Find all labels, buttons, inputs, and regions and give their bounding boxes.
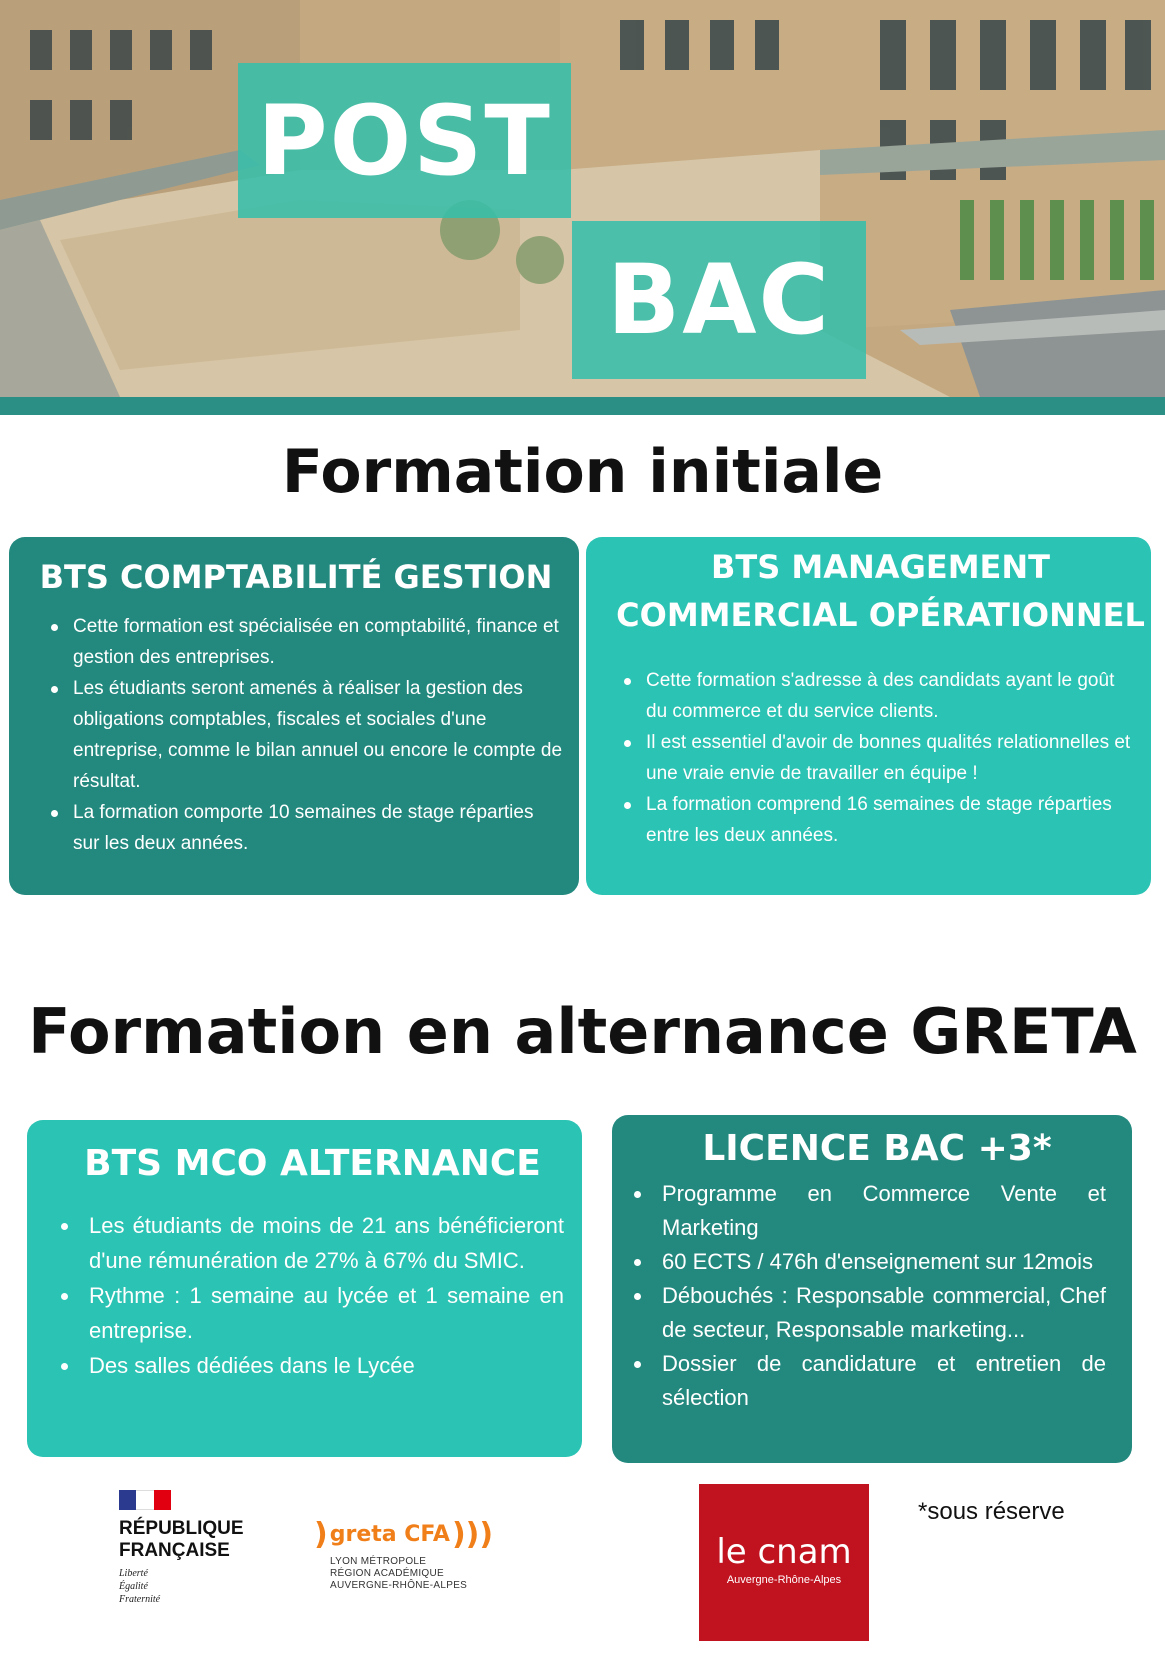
greta-subtitle: [330, 1556, 494, 1592]
republique-line1: RÉPUBLIQUE: [119, 1518, 244, 1539]
card-bts-mco: [586, 537, 1151, 895]
card-licence-bac3: [612, 1115, 1132, 1463]
card-bullet-list: [610, 665, 1151, 851]
republique-line2: FRANÇAISE: [119, 1540, 230, 1561]
list-item: Les étudiants de moins de 21 ans bénéficieront d'une rémunération de 27% à 67% du SMIC.: [89, 1208, 564, 1278]
hero-divider-band: [0, 397, 1165, 415]
footnote-sous-reserve: *sous réserve: [918, 1498, 1065, 1525]
motto-egalite: Égalité: [119, 1581, 148, 1592]
list-item: Les étudiants seront amenés à réaliser la gestion des obligations comptables, fiscales et sociales d'une entreprise, comme le bilan annuel ou encore le compte de résultat.: [73, 673, 563, 797]
card-title: LICENCE BAC +3*: [702, 1128, 1052, 1169]
list-item: Dossier de candidature et entretien de sélection: [662, 1347, 1106, 1415]
list-item: 60 ECTS / 476h d'enseignement sur 12mois: [662, 1245, 1106, 1279]
motto-fraternite: Fraternité: [119, 1594, 161, 1605]
list-item: Cette formation est spécialisée en comptabilité, finance et gestion des entreprises.: [73, 611, 563, 673]
republique-francaise-logo: [119, 1490, 259, 1606]
card-title-line1: BTS MANAGEMENT: [711, 548, 1050, 586]
list-item: Des salles dédiées dans le Lycée: [89, 1348, 564, 1383]
greta-cfa-logo: [314, 1517, 494, 1592]
list-item: Programme en Commerce Vente et Marketing: [662, 1177, 1106, 1245]
section-title-formation-initiale: Formation initiale: [281, 437, 884, 507]
greta-left-brace-icon: ): [314, 1517, 328, 1552]
greta-sub-line3: AUVERGNE-RHÔNE-ALPES: [330, 1580, 468, 1591]
hero-title-bac: BAC: [572, 221, 866, 379]
greta-right-brace-icon: ))): [451, 1517, 494, 1552]
card-title: BTS COMPTABILITÉ GESTION: [39, 558, 553, 596]
greta-word: greta CFA: [329, 1522, 450, 1547]
cnam-region: Auvergne-Rhône-Alpes: [726, 1574, 842, 1586]
republique-motto: [119, 1567, 259, 1606]
hero-title-post: POST: [238, 63, 571, 218]
card-title: BTS MCO ALTERNANCE: [84, 1143, 541, 1184]
section-title-formation-alternance: Formation en alternance GRETA: [28, 995, 1137, 1068]
card-bts-mco-alternance: [27, 1120, 582, 1457]
hero-banner: [0, 0, 1165, 397]
french-flag-icon: [119, 1490, 171, 1510]
list-item: La formation comprend 16 semaines de stage réparties entre les deux années.: [646, 789, 1139, 851]
greta-mark: [314, 1517, 494, 1552]
list-item: Cette formation s'adresse à des candidats ayant le goût du commerce et du service clients.: [646, 665, 1139, 727]
motto-liberte: Liberté: [119, 1568, 148, 1579]
card-title-line2: COMMERCIAL OPÉRATIONNEL: [616, 596, 1145, 634]
cnam-word: le cnam: [716, 1532, 852, 1572]
card-bullet-list: [61, 1208, 564, 1383]
le-cnam-logo: [699, 1484, 869, 1641]
greta-sub-line2: RÉGION ACADÉMIQUE: [330, 1568, 445, 1579]
list-item: La formation comporte 10 semaines de stage réparties sur les deux années.: [73, 797, 563, 859]
card-bullet-list: [29, 611, 563, 859]
card-bts-comptabilite: [9, 537, 579, 895]
list-item: Débouchés : Responsable commercial, Chef de secteur, Responsable marketing...: [662, 1279, 1106, 1347]
list-item: Rythme : 1 semaine au lycée et 1 semaine en entreprise.: [89, 1278, 564, 1348]
greta-sub-line1: LYON MÉTROPOLE: [330, 1556, 427, 1567]
list-item: Il est essentiel d'avoir de bonnes qualités relationnelles et une vraie envie de travailler en équipe !: [646, 727, 1139, 789]
card-bullet-list: [648, 1177, 1106, 1415]
